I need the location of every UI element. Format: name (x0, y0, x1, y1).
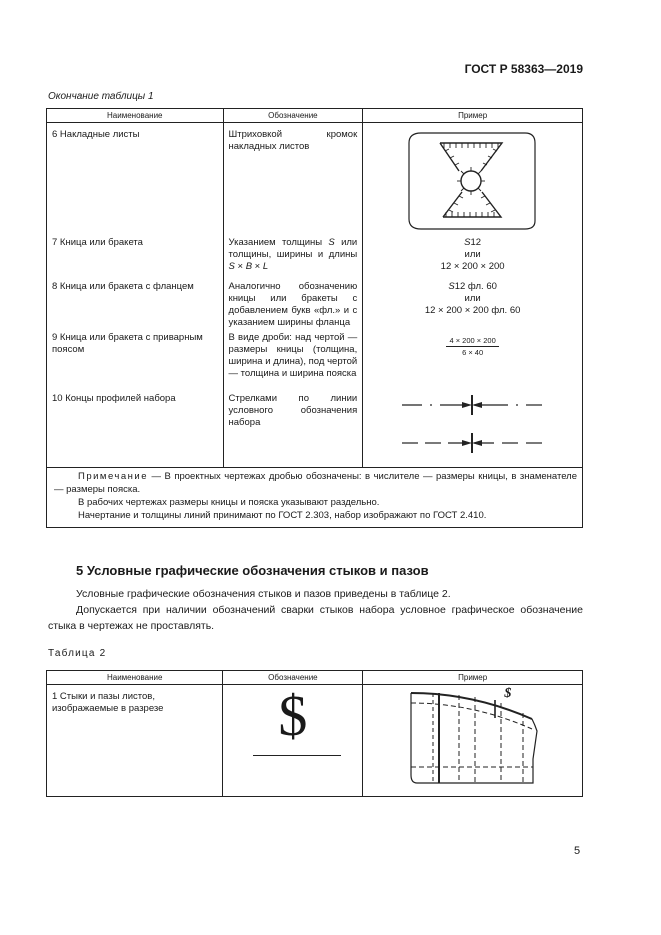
fraction-denominator: 6 × 40 (462, 348, 484, 358)
example-line (368, 281, 577, 293)
note-paragraph: В рабочих чертежах размеры кницы и пояска указывают раздельно. (78, 497, 380, 508)
symbol-s: S (448, 280, 455, 292)
designation-text: Указанием толщины (228, 236, 329, 248)
designation-text: или толщины, ширины и длины (228, 236, 358, 260)
joint-symbol-glyph: $ (278, 683, 308, 748)
note-label: Примечание (78, 471, 148, 483)
note-text: — В проектных чертежах дробью обозначены: в числителе — размеры кницы, в знаменателе — размеры пояска. (54, 471, 577, 496)
table-row (47, 685, 583, 797)
row-designation: В виде дроби: над чертой — размеры кницы (толщина, ширина и длина), под чертой — толщина и ширина пояска (223, 332, 363, 393)
row-example (363, 393, 583, 468)
joint-section-drawing (403, 691, 543, 787)
row-designation (223, 685, 363, 797)
symbol-b: B (245, 260, 253, 272)
row-name: 1 Стыки и пазы листов, изображаемые в разрезе (47, 685, 223, 797)
note-paragraph (54, 471, 577, 497)
table-row (47, 281, 583, 332)
row-name: 6 Накладные листы (47, 123, 224, 237)
row-example (363, 332, 583, 393)
table1-caption: Окончание таблицы 1 (48, 91, 154, 102)
example-value: 12 (470, 236, 482, 248)
column-header-example: Пример (363, 671, 583, 685)
joint-mark-glyph: $ (504, 686, 512, 701)
table-header-row (47, 671, 583, 685)
standard-designation: ГОСТ Р 58363—2019 (464, 62, 583, 76)
symbol-l: L (262, 260, 269, 272)
example-line: или (464, 292, 481, 304)
table-row (47, 123, 583, 237)
table-row (47, 332, 583, 393)
table2-caption: Таблица 2 (48, 648, 107, 659)
symbol-s: S (328, 236, 335, 248)
example-line (368, 237, 577, 249)
fraction (446, 336, 498, 358)
symbol-s: S (464, 236, 471, 248)
row-name: 8 Кница или бракета с фланцем (47, 281, 224, 332)
paragraph: Допускается при наличии обозначений сварки стыков набора условное графическое обозначение стыка в чертежах не проставлять. (48, 604, 583, 632)
symbol-s: S (228, 260, 235, 272)
table-2 (46, 670, 583, 797)
times-sign: × (234, 260, 246, 272)
row-name: 10 Концы профилей набора (47, 393, 224, 468)
row-designation (223, 237, 363, 281)
note-paragraph: Начертание и толщины линий принимают по ГОСТ 2.303, набор изображают по ГОСТ 2.410. (78, 509, 487, 521)
table-note (47, 468, 583, 527)
column-header-designation: Обозначение (223, 671, 363, 685)
row-example (363, 237, 583, 281)
column-header-name: Наименование (47, 671, 223, 685)
joint-symbol (233, 683, 353, 765)
row-example (363, 281, 583, 332)
section-title: 5 Условные графические обозначения стыков и пазов (76, 563, 429, 578)
example-line: 12 × 200 × 200 (440, 260, 505, 272)
row-name: 9 Кница или бракета с приварным поясом (47, 332, 224, 393)
times-sign: × (252, 260, 263, 272)
row-designation: Аналогично обозначению кницы или бракеты с добавлением букв «фл.» и с указанием ширины фланца (223, 281, 363, 332)
column-header-designation: Обозначение (223, 109, 363, 123)
row-example (363, 123, 583, 237)
example-value: 12 фл. 60 (454, 280, 497, 292)
table-1 (46, 108, 583, 528)
table-header-row (47, 109, 583, 123)
overlay-sheets-drawing (403, 129, 543, 233)
table-row (47, 393, 583, 468)
page-number: 5 (574, 845, 581, 857)
table-row (47, 237, 583, 281)
row-designation: Стрелками по линии условного обозначения набора (223, 393, 363, 468)
fraction-numerator: 4 × 200 × 200 (446, 336, 498, 347)
note-row (47, 468, 583, 527)
example-line: или (464, 248, 481, 260)
base-line (253, 755, 341, 756)
row-name: 7 Кница или бракета (47, 237, 224, 281)
column-header-name: Наименование (47, 109, 224, 123)
row-example (363, 685, 583, 797)
example-line: 12 × 200 × 200 фл. 60 (424, 304, 521, 316)
column-header-example: Пример (363, 109, 583, 123)
row-designation: Штриховкой кромок накладных листов (223, 123, 363, 237)
paragraph: Условные графические обозначения стыков и пазов приведены в таблице 2. (76, 588, 451, 600)
profile-ends-drawing (398, 393, 548, 457)
